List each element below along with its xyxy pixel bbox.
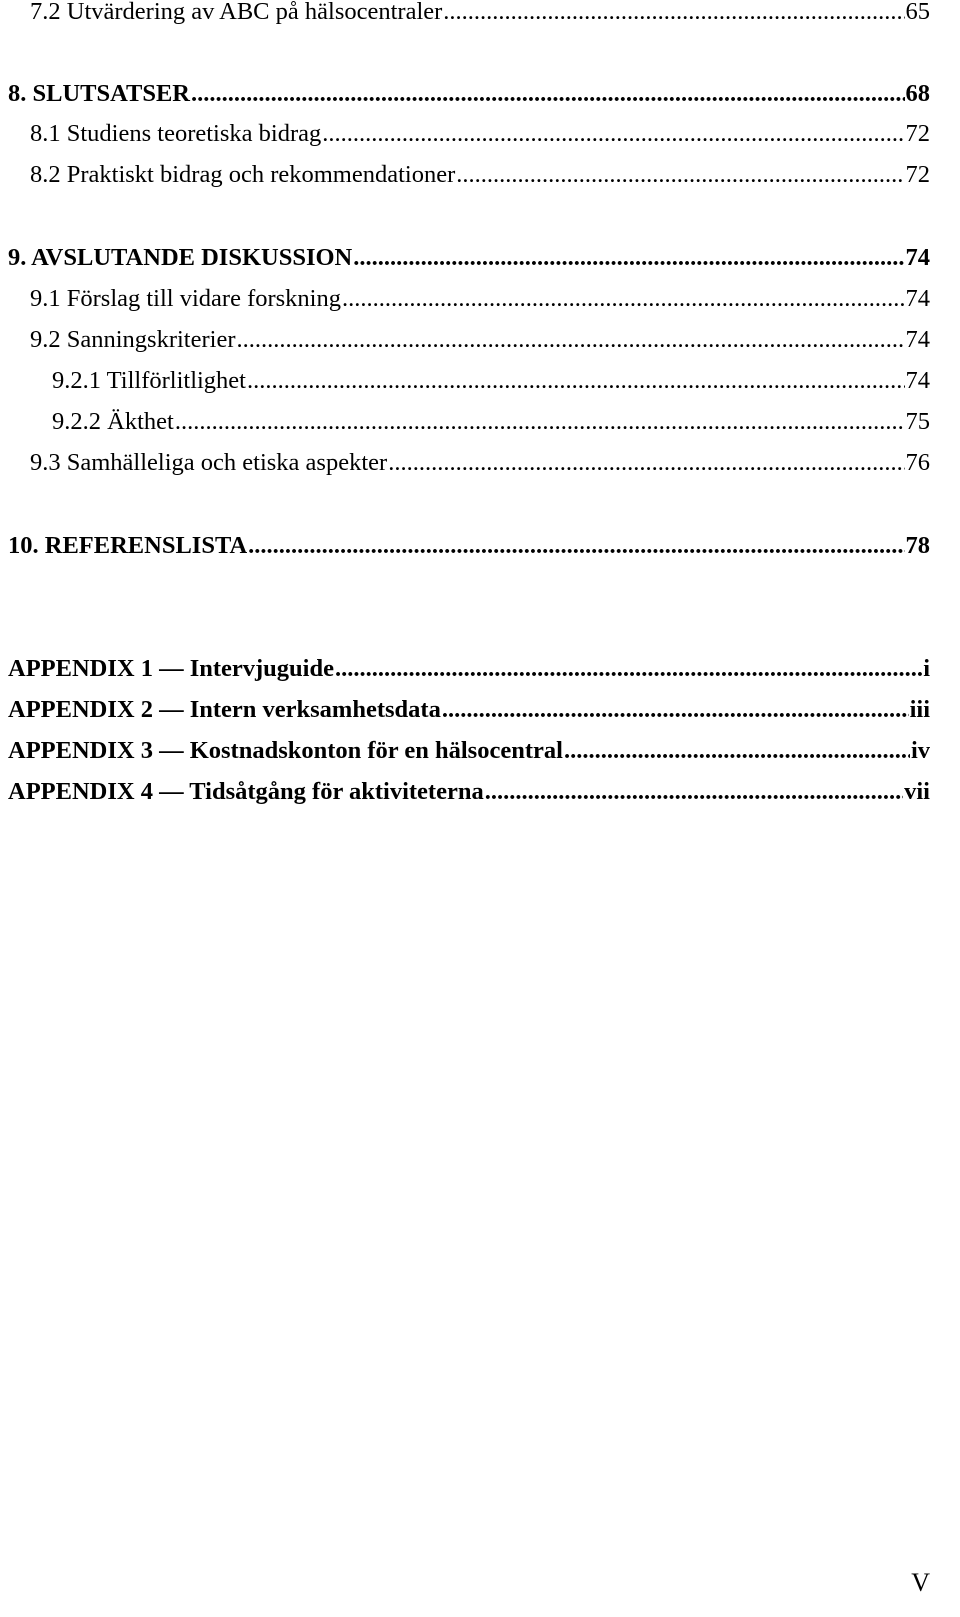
toc-entry-page: 74 [905, 326, 930, 353]
toc-entry-title: 8.1 Studiens teoretiska bidrag [30, 120, 322, 147]
toc-entry-page: 72 [905, 161, 930, 188]
toc-entry-title: APPENDIX 2 — Intern verksamhetsdata [8, 696, 441, 723]
toc-entry-page: i [923, 655, 930, 682]
toc-entry-9-2-1 [52, 366, 930, 396]
toc-entry-8-1 [30, 119, 930, 149]
toc-dot-leader [456, 160, 904, 190]
toc-entry-8 [8, 79, 930, 109]
toc-entry-page: 74 [905, 244, 930, 271]
toc-entry-title: 8. SLUTSATSER [8, 80, 191, 107]
toc-entry-page: 76 [905, 449, 930, 476]
toc-entry-title: 10. REFERENSLISTA [8, 532, 248, 559]
toc-entry-page: iii [909, 696, 930, 723]
toc-entry-page: vii [904, 778, 930, 805]
toc-dot-leader [322, 119, 904, 149]
toc-entry-title: 9.2 Sanningskriterier [30, 326, 236, 353]
toc-entry-title: 9.2.1 Tillförlitlighet [52, 367, 246, 394]
toc-entry-page: iv [910, 737, 930, 764]
toc-entry-title: 7.2 Utvärdering av ABC på hälsocentraler [30, 0, 443, 25]
toc-dot-leader [248, 531, 904, 561]
page-number: V [911, 1568, 930, 1597]
toc-dot-leader [335, 654, 922, 684]
toc-entry-9 [8, 243, 930, 273]
toc-entry-9-3 [30, 448, 930, 478]
toc-dot-leader [388, 448, 904, 478]
toc-entry-title: APPENDIX 3 — Kostnadskonton för en hälsocentral [8, 737, 563, 764]
toc-entry-page: 74 [905, 285, 930, 312]
toc-dot-leader [175, 407, 905, 437]
toc-entry-9-1 [30, 284, 930, 314]
toc-dot-leader [353, 243, 904, 273]
toc-entry-title: 9. AVSLUTANDE DISKUSSION [8, 244, 353, 271]
toc-entry-page: 68 [905, 80, 930, 107]
toc-entry-title: 9.2.2 Äkthet [52, 408, 174, 435]
toc-entry-9-2-2 [52, 407, 930, 437]
toc-entry-title: 9.1 Förslag till vidare forskning [30, 285, 341, 312]
toc-entry-7-2 [30, 0, 930, 27]
toc-entry-title: APPENDIX 1 — Intervjuguide [8, 655, 334, 682]
toc-entry-page: 75 [905, 408, 930, 435]
toc-dot-leader [342, 284, 905, 314]
toc-dot-leader [485, 777, 903, 807]
toc-entry-page: 78 [905, 532, 930, 559]
toc-entry-page: 74 [905, 367, 930, 394]
toc-dot-leader [237, 325, 905, 355]
toc-dot-leader [564, 736, 910, 766]
toc-entry-appendix-3 [8, 736, 930, 766]
toc-dot-leader [443, 0, 904, 27]
toc-entry-title: 8.2 Praktiskt bidrag och rekommendationer [30, 161, 456, 188]
toc-entry-appendix-1 [8, 654, 930, 684]
toc-entry-title: 9.3 Samhälleliga och etiska aspekter [30, 449, 388, 476]
toc-dot-leader [191, 79, 904, 109]
toc-dot-leader [442, 695, 909, 725]
toc-entry-appendix-4 [8, 777, 930, 807]
toc-entry-8-2 [30, 160, 930, 190]
toc-entry-appendix-2 [8, 695, 930, 725]
toc-entry-page: 72 [905, 120, 930, 147]
toc-entry-title: APPENDIX 4 — Tidsåtgång för aktiviteterna [8, 778, 484, 805]
toc-entry-10 [8, 531, 930, 561]
toc-entry-page: 65 [905, 0, 930, 25]
toc-dot-leader [247, 366, 905, 396]
toc-entry-9-2 [30, 325, 930, 355]
